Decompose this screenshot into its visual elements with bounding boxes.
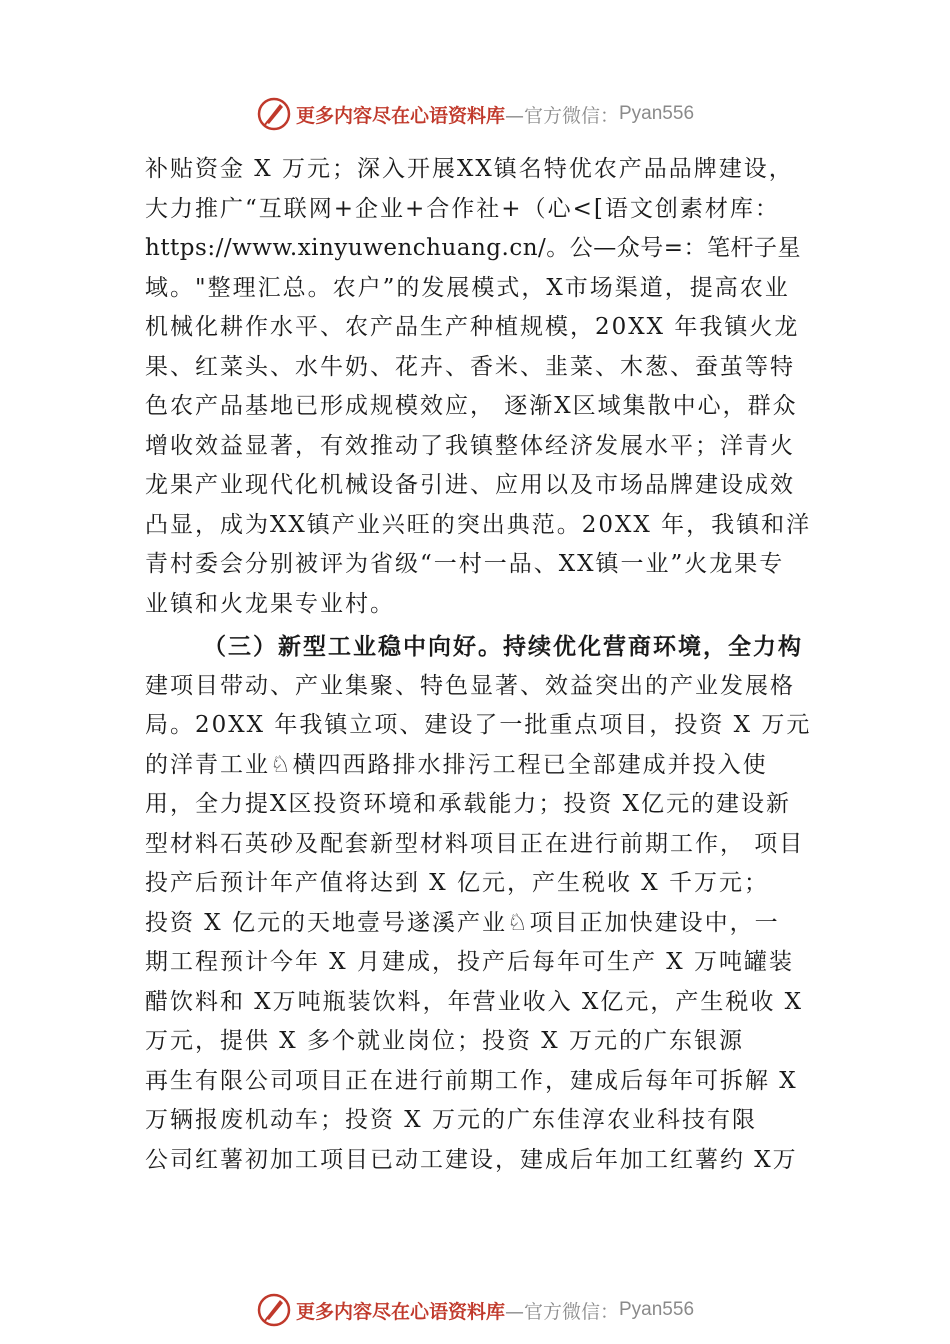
header-wechat-id: Pyan556 xyxy=(619,103,695,124)
text-line: 凸显，成为XX镇产业兴旺的突出典范。20XX 年，我镇和洋 xyxy=(145,511,812,538)
text-line: 的洋青工业♘横四西路排水排污工程已全部建成并投入使 xyxy=(145,751,768,778)
text-line: 机械化耕作水平、农产品生产种植规模，20XX 年我镇火龙 xyxy=(145,314,800,340)
text-line: 补贴资金 X 万元；深入开展XX镇名特优农产品品牌建设， xyxy=(145,156,794,182)
text-line: 大力推广“互联网+企业+合作社+（心<[语文创素材库： xyxy=(145,195,780,222)
text-line: 公司红薯初加工项目已动工建设，建成后年加工红薯约 X万 xyxy=(145,1146,798,1173)
text-line: 建项目带动、产业集聚、特色显著、效益突出的产业发展格 xyxy=(145,672,795,699)
text-line: 局。20XX 年我镇立项、建设了一批重点项目，投资 X 万元 xyxy=(145,712,812,738)
text-line: 投资 X 亿元的天地壹号遂溪产业♘项目正加快建设中，一 xyxy=(145,909,780,936)
document-body xyxy=(145,150,817,1180)
footer-brand: 更多内容尽在心语资料库 xyxy=(295,1300,505,1323)
text-line: 型材料石英砂及配套新型材料项目正在进行前期工作， 项目 xyxy=(145,830,805,857)
text-line: 域。"整理汇总。农户”的发展模式，X市场渠道，提高农业 xyxy=(145,274,790,301)
text-line: 用，全力提X区投资环境和承载能力；投资 X亿元的建设新 xyxy=(145,791,792,817)
text-line: 期工程预计今年 X 月建成，投产后每年可生产 X 万吨罐装 xyxy=(145,949,794,975)
section-heading-line: （三）新型工业稳中向好。持续优化营商环境，全力构 xyxy=(203,633,803,660)
text-line: 醋饮料和 X万吨瓶装饮料，年营业收入 X亿元，产生税收 X xyxy=(145,988,804,1015)
text-line: 万元，提供 X 多个就业岗位；投资 X 万元的广东银源 xyxy=(145,1028,744,1054)
footer-separator: —官方微信： xyxy=(504,1300,619,1323)
text-line: 龙果产业现代化机械设备引进、应用以及市场品牌建设成效 xyxy=(145,472,795,498)
text-line: 色农产品基地已形成规模效应， 逐渐X区域集散中心，群众 xyxy=(145,393,798,419)
header-brand: 更多内容尽在心语资料库 xyxy=(295,104,505,127)
quill-logo-icon xyxy=(256,1292,292,1328)
footer-wechat-id: Pyan556 xyxy=(619,1299,695,1320)
text-line: 青村委会分别被评为省级“一村一品、XX镇一业”火龙果专 xyxy=(145,551,785,577)
text-line: 果、红菜头、水牛奶、花卉、香米、韭菜、木葱、蚕茧等特 xyxy=(145,353,795,380)
header-watermark xyxy=(0,94,950,134)
quill-logo-icon xyxy=(256,96,292,132)
text-line: 业镇和火龙果专业村。 xyxy=(145,590,395,617)
text-line: 再生有限公司项目正在进行前期工作，建成后每年可拆解 X xyxy=(145,1067,798,1094)
footer-watermark xyxy=(0,1290,950,1330)
text-line: https://www.xinyuwenchuang.cn/。公—众号=：笔杆子星 xyxy=(145,235,802,261)
text-line: 万辆报废机动车；投资 X 万元的广东佳淳农业科技有限 xyxy=(145,1107,757,1133)
text-line: 投产后预计年产值将达到 X 亿元，产生税收 X 千万元； xyxy=(145,870,769,896)
header-separator: —官方微信： xyxy=(504,104,619,127)
text-line: 增收效益显著，有效推动了我镇整体经济发展水平；洋青火 xyxy=(145,432,795,459)
